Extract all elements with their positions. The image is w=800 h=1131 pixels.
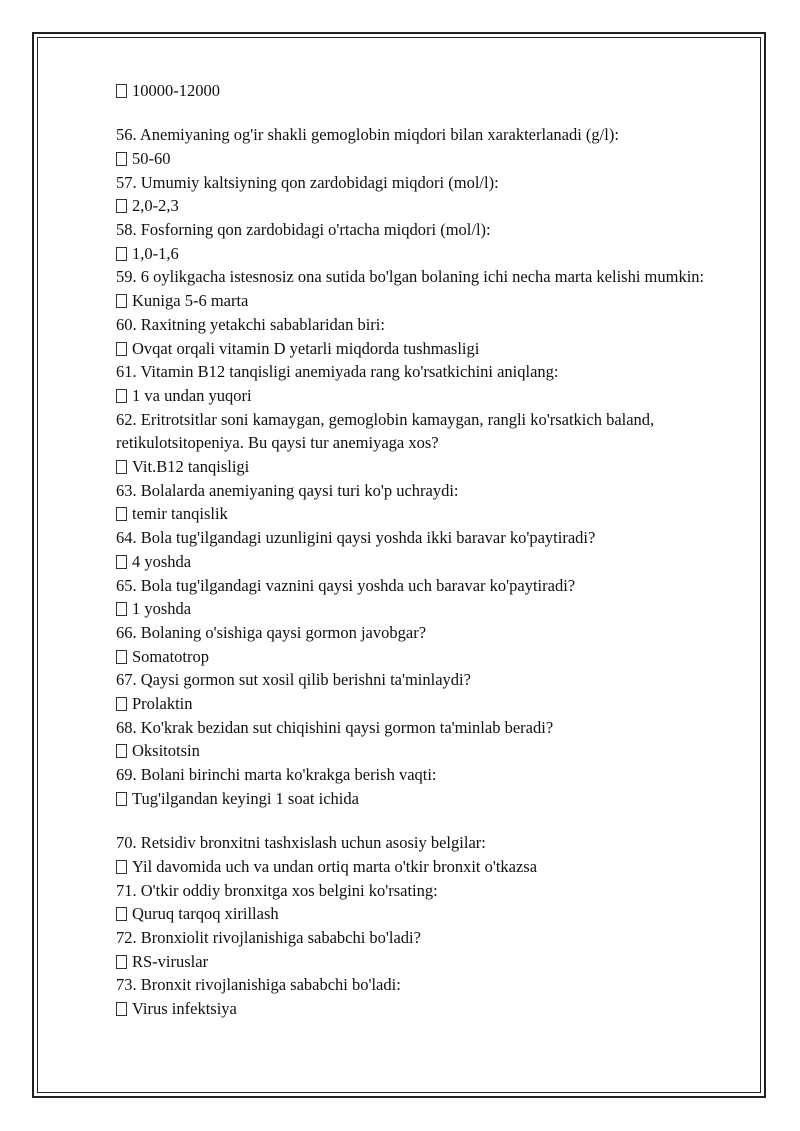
checkbox-glyph-icon — [116, 602, 127, 616]
checkbox-glyph-icon — [116, 247, 127, 261]
answer-line — [116, 194, 736, 218]
question-line: 59. 6 oylikgacha istesnosiz ona sutida bo'lgan bolaning ichi necha marta kelishi mumkin: — [116, 267, 705, 287]
paragraph-gap — [116, 103, 736, 124]
checkbox-glyph-icon — [116, 792, 127, 806]
answer-text: Virus infektsiya — [132, 999, 237, 1019]
answer-text: Oksitotsin — [132, 741, 200, 761]
answer-line — [116, 645, 736, 669]
answer-text: 1 yoshda — [132, 599, 192, 619]
answer-text: Somatotrop — [132, 646, 209, 666]
answer-line — [116, 502, 736, 526]
answer-line — [116, 855, 736, 879]
checkbox-glyph-icon — [116, 342, 127, 356]
checkbox-glyph-icon — [116, 697, 127, 711]
question-line: 66. Bolaning o'sishiga qaysi gormon javobgar? — [116, 622, 427, 642]
answer-text: 2,0-2,3 — [132, 196, 179, 216]
question-line: 57. Umumiy kaltsiyning qon zardobidagi miqdori (mol/l): — [116, 172, 499, 192]
answer-text: 50-60 — [132, 148, 171, 168]
answer-line — [116, 242, 736, 266]
answer-text: 10000-12000 — [132, 81, 220, 100]
question-line: 56. Anemiyaning og'ir shakli gemoglobin miqdori bilan xarakterlanadi (g/l): — [116, 125, 619, 145]
answer-line — [116, 337, 736, 361]
answer-text: 1 va undan yuqori — [132, 385, 252, 405]
answer-line — [116, 692, 736, 716]
answer-line — [116, 902, 736, 926]
answer-line — [116, 597, 736, 621]
question-line: 69. Bolani birinchi marta ko'krakga berish vaqti: — [116, 765, 437, 785]
checkbox-glyph-icon — [116, 507, 127, 521]
question-line: 63. Bolalarda anemiyaning qaysi turi ko'p uchraydi: — [116, 480, 459, 500]
answer-text: temir tanqislik — [132, 504, 228, 524]
answer-line — [116, 289, 736, 313]
answer-text: Prolaktin — [132, 694, 193, 714]
question-line: 73. Bronxit rivojlanishiga sababchi bo'ladi: — [116, 975, 401, 995]
question-line: 65. Bola tug'ilgandagi vaznini qaysi yoshda uch baravar ko'paytiradi? — [116, 575, 576, 595]
document-body — [116, 79, 736, 1021]
answer-line — [116, 384, 736, 408]
question-line: 61. Vitamin B12 tanqisligi anemiyada rang ko'rsatkichini aniqlang: — [116, 362, 559, 382]
answer-text: 1,0-1,6 — [132, 243, 179, 263]
answer-line — [116, 455, 736, 479]
answer-text: Kuniga 5-6 marta — [132, 291, 249, 311]
checkbox-glyph-icon — [116, 460, 127, 474]
question-line: 62. Eritrotsitlar soni kamaygan, gemoglobin kamaygan, rangli ko'rsatkich baland, retikulotsitopeniya. Bu qaysi tur anemiyaga xos? — [116, 409, 655, 453]
answer-line — [116, 147, 736, 171]
answer-text: Yil davomida uch va undan ortiq marta o'tkir bronxit o'tkazsa — [132, 856, 538, 876]
answer-line — [116, 950, 736, 974]
answer-line — [116, 997, 736, 1021]
question-line: 67. Qaysi gormon sut xosil qilib berishni ta'minlaydi? — [116, 670, 471, 690]
checkbox-glyph-icon — [116, 199, 127, 213]
checkbox-glyph-icon — [116, 860, 127, 874]
answer-line — [116, 550, 736, 574]
question-line: 70. Retsidiv bronxitni tashxislash uchun asosiy belgilar: — [116, 833, 486, 853]
answer-text: Quruq tarqoq xirillash — [132, 904, 279, 924]
answer-text: Vit.B12 tanqisligi — [132, 457, 250, 477]
checkbox-glyph-icon — [116, 84, 127, 98]
answer-line — [116, 739, 736, 763]
answer-line — [116, 79, 736, 103]
checkbox-glyph-icon — [116, 955, 127, 969]
answer-text: Tug'ilgandan keyingi 1 soat ichida — [132, 788, 359, 808]
question-line: 58. Fosforning qon zardobidagi o'rtacha miqdori (mol/l): — [116, 220, 491, 240]
question-line: 71. O'tkir oddiy bronxitga xos belgini ko'rsating: — [116, 880, 438, 900]
checkbox-glyph-icon — [116, 650, 127, 664]
answer-text: RS-viruslar — [132, 951, 209, 971]
answer-text: 4 yoshda — [132, 551, 192, 571]
checkbox-glyph-icon — [116, 744, 127, 758]
answer-text: Ovqat orqali vitamin D yetarli miqdorda tushmasligi — [132, 338, 480, 358]
checkbox-glyph-icon — [116, 907, 127, 921]
question-line: 72. Bronxiolit rivojlanishiga sababchi bo'ladi? — [116, 927, 421, 947]
answer-line — [116, 787, 736, 811]
checkbox-glyph-icon — [116, 294, 127, 308]
question-line: 68. Ko'krak bezidan sut chiqishini qaysi gormon ta'minlab beradi? — [116, 717, 554, 737]
checkbox-glyph-icon — [116, 555, 127, 569]
checkbox-glyph-icon — [116, 389, 127, 403]
paragraph-gap — [116, 811, 736, 832]
checkbox-glyph-icon — [116, 1002, 127, 1016]
question-line: 60. Raxitning yetakchi sabablaridan biri: — [116, 314, 385, 334]
question-line: 64. Bola tug'ilgandagi uzunligini qaysi yoshda ikki baravar ko'paytiradi? — [116, 528, 596, 548]
checkbox-glyph-icon — [116, 152, 127, 166]
